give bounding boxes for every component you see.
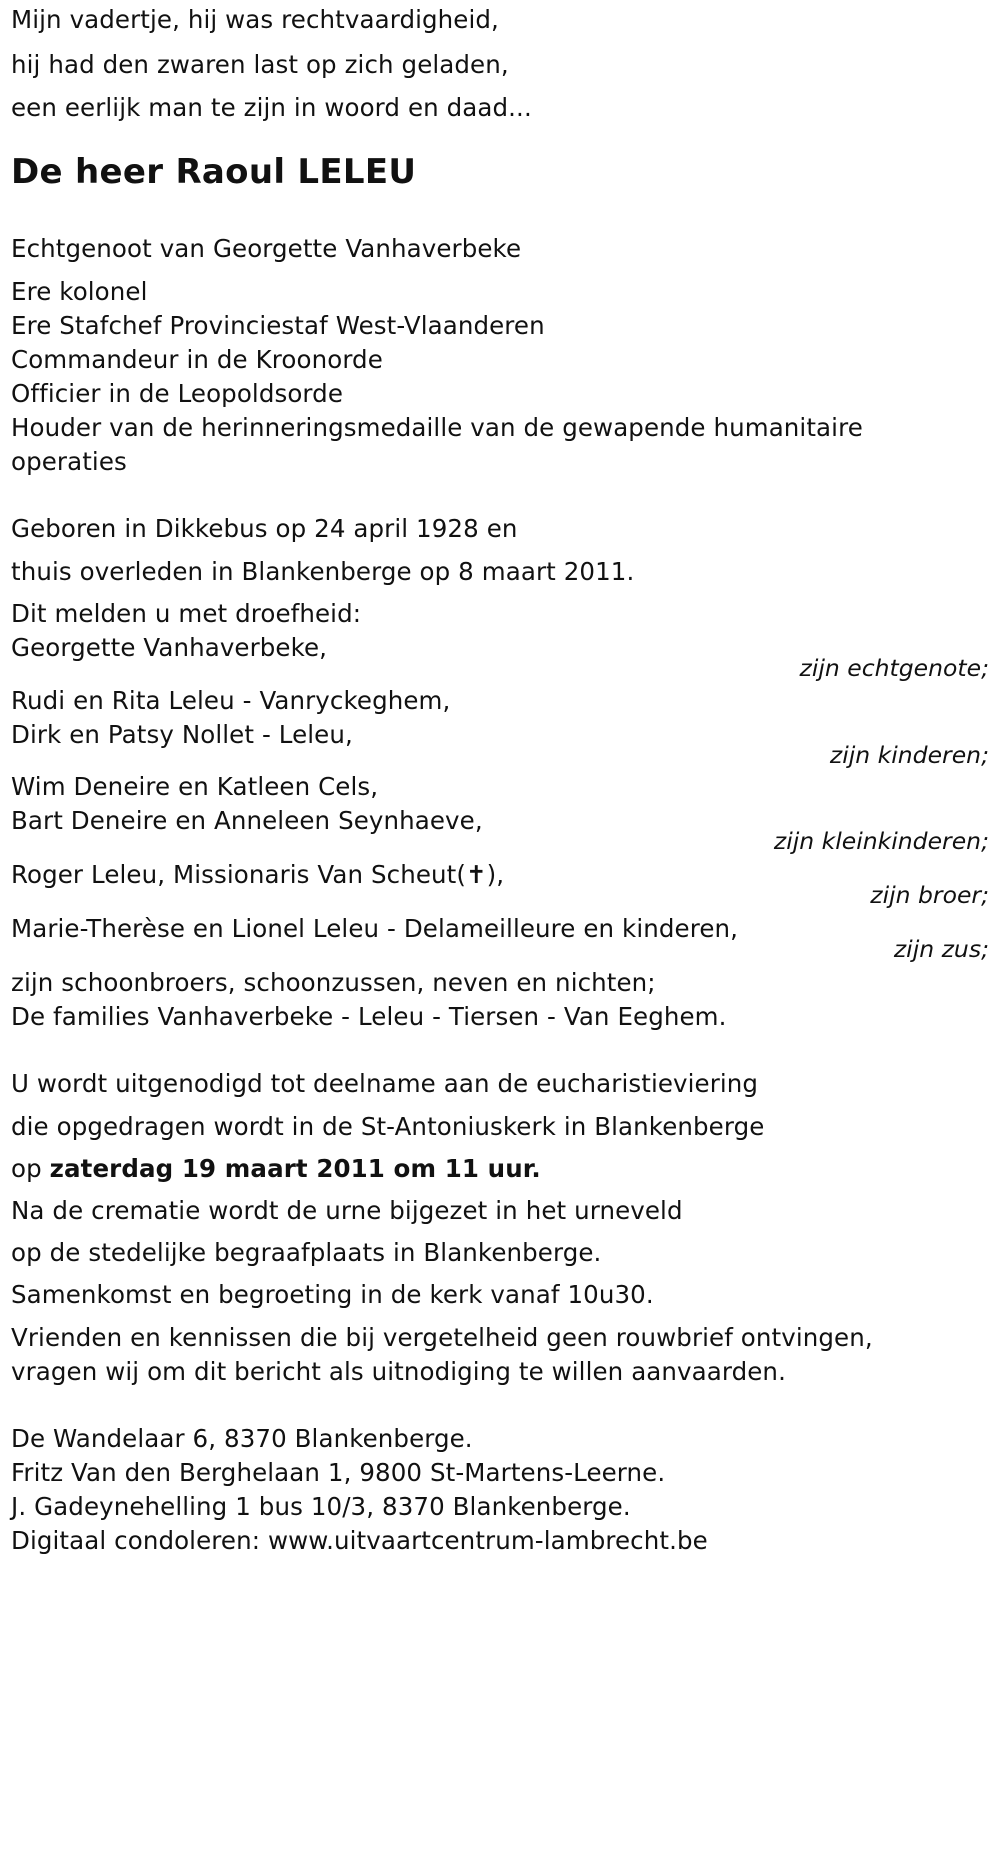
poem-line-1: Mijn vadertje, hij was rechtvaardigheid, (11, 5, 499, 34)
address-line-2: Fritz Van den Berghelaan 1, 9800 St-Martens-Leerne. (11, 1458, 666, 1487)
rank-line-5: Houder van de herinneringsmedaille van de gewapende humanitaire (11, 413, 863, 442)
address-line-3: J. Gadeynehelling 1 bus 10/3, 8370 Blankenberge. (11, 1492, 631, 1521)
rank-line-2: Ere Stafchef Provinciestaf West-Vlaanderen (11, 311, 545, 340)
condolence-link[interactable]: Digitaal condoleren: www.uitvaartcentrum-lambrecht.be (11, 1526, 708, 1555)
family-brother-role: zijn broer; (870, 881, 989, 909)
family-sister-role: zijn zus; (893, 935, 989, 963)
ceremony-line-8: vragen wij om dit bericht als uitnodiging te willen aanvaarden. (11, 1357, 786, 1386)
ceremony-date: zaterdag 19 maart 2011 om 11 uur. (49, 1154, 541, 1183)
ceremony-line-5: op de stedelijke begraafplaats in Blankenberge. (11, 1238, 602, 1267)
family-grandchild-1: Wim Deneire en Katleen Cels, (11, 772, 379, 801)
rank-line-6: operaties (11, 447, 127, 476)
rank-line-3: Commandeur in de Kroonorde (11, 345, 383, 374)
ceremony-line-7: Vrienden en kennissen die bij vergetelheid geen rouwbrief ontvingen, (11, 1323, 873, 1352)
family-brother: Roger Leleu, Missionaris Van Scheut(✝), (11, 860, 505, 889)
family-spouse-name: Georgette Vanhaverbeke, (11, 633, 328, 662)
family-others-2: De families Vanhaverbeke - Leleu - Tiersen - Van Eeghem. (11, 1002, 727, 1031)
family-children-role: zijn kinderen; (829, 741, 989, 769)
family-spouse-role: zijn echtgenote; (799, 654, 989, 682)
ceremony-line-3 (11, 1154, 541, 1183)
rank-line-4: Officier in de Leopoldsorde (11, 379, 343, 408)
family-grandchild-2: Bart Deneire en Anneleen Seynhaeve, (11, 806, 483, 835)
birth-line: Geboren in Dikkebus op 24 april 1928 en (11, 514, 518, 543)
deceased-name-title: De heer Raoul LELEU (11, 152, 417, 192)
spouse-of-line: Echtgenoot van Georgette Vanhaverbeke (11, 234, 522, 263)
ceremony-line-4: Na de crematie wordt de urne bijgezet in het urneveld (11, 1196, 683, 1225)
poem-line-3: een eerlijk man te zijn in woord en daad... (11, 93, 532, 122)
family-others-1: zijn schoonbroers, schoonzussen, neven en nichten; (11, 968, 656, 997)
rank-line-1: Ere kolonel (11, 277, 148, 306)
ceremony-line-2: die opgedragen wordt in de St-Antoniuskerk in Blankenberge (11, 1112, 765, 1141)
address-line-1: De Wandelaar 6, 8370 Blankenberge. (11, 1424, 473, 1453)
announce-intro: Dit melden u met droefheid: (11, 599, 362, 628)
ceremony-line-6: Samenkomst en begroeting in de kerk vanaf 10u30. (11, 1280, 654, 1309)
family-child-2: Dirk en Patsy Nollet - Leleu, (11, 720, 353, 749)
family-grandchildren-role: zijn kleinkinderen; (773, 827, 989, 855)
death-line: thuis overleden in Blankenberge op 8 maart 2011. (11, 557, 635, 586)
ceremony-line-1: U wordt uitgenodigd tot deelname aan de eucharistieviering (11, 1069, 759, 1098)
ceremony-date-prefix: op (11, 1154, 50, 1183)
family-sister: Marie-Therèse en Lionel Leleu - Delameilleure en kinderen, (11, 914, 739, 943)
poem-line-2: hij had den zwaren last op zich geladen, (11, 50, 509, 79)
family-child-1: Rudi en Rita Leleu - Vanryckeghem, (11, 686, 451, 715)
